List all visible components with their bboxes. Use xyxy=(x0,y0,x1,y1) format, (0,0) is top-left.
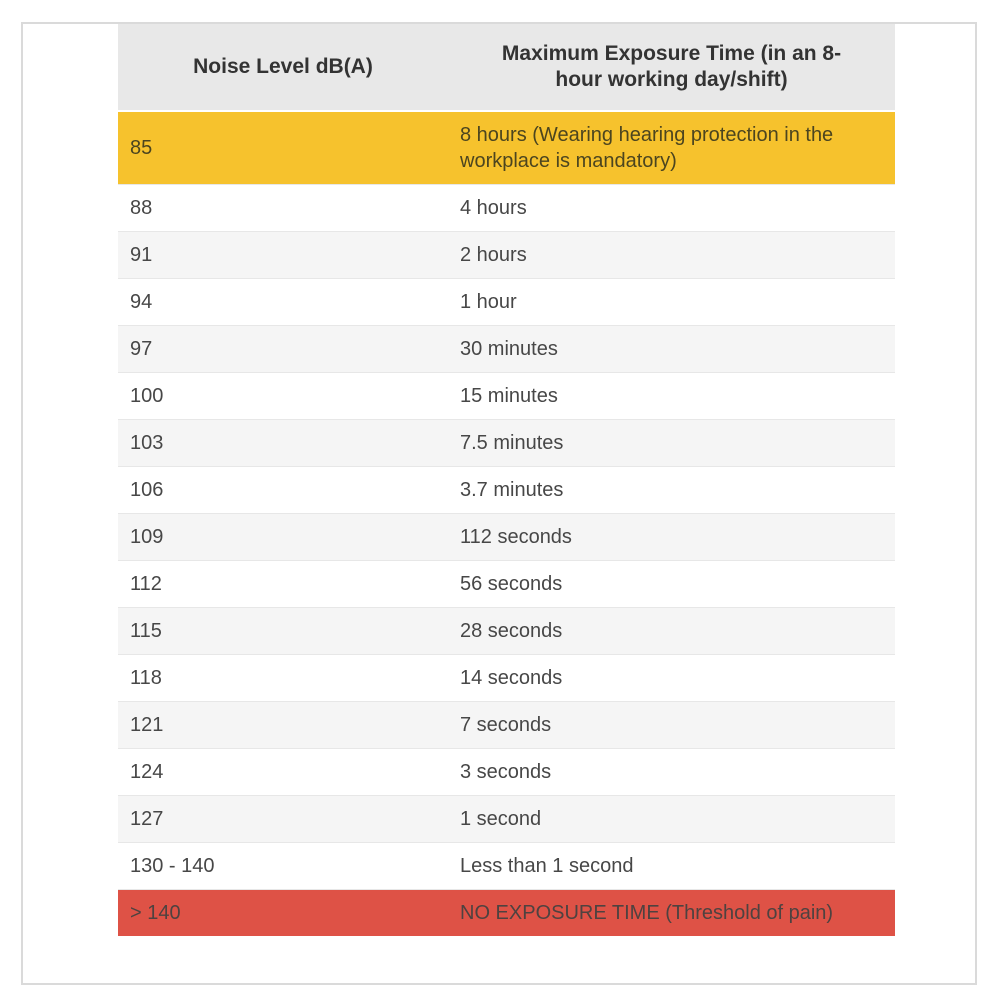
noise-level-cell xyxy=(118,326,448,373)
table-row xyxy=(118,279,895,326)
table-body xyxy=(118,111,895,936)
exposure-time-cell xyxy=(448,467,895,514)
noise-level-cell xyxy=(118,843,448,890)
exposure-time-cell xyxy=(448,420,895,467)
exposure-time-value: NO EXPOSURE TIME (Threshold of pain) xyxy=(460,902,834,924)
table-row xyxy=(118,702,895,749)
exposure-time-value: 8 hours (Wearing hearing protection in the workplace is mandatory) xyxy=(460,124,834,172)
noise-level-value: 109 xyxy=(130,526,164,548)
noise-level-cell xyxy=(118,890,448,937)
exposure-time-value: 56 seconds xyxy=(460,573,563,595)
column-header-noise-level xyxy=(118,24,448,111)
exposure-time-value: 1 second xyxy=(460,808,542,830)
table-row xyxy=(118,796,895,843)
noise-level-value: 85 xyxy=(130,137,153,159)
exposure-time-cell xyxy=(448,749,895,796)
noise-level-value: 121 xyxy=(130,714,164,736)
table-row xyxy=(118,111,895,185)
exposure-time-value: 30 minutes xyxy=(460,338,558,360)
exposure-time-cell xyxy=(448,232,895,279)
noise-level-cell xyxy=(118,279,448,326)
exposure-time-value: 28 seconds xyxy=(460,620,563,642)
noise-level-value: 130 - 140 xyxy=(130,855,215,877)
exposure-time-value: 7.5 minutes xyxy=(460,432,564,454)
noise-level-value: 91 xyxy=(130,244,153,266)
noise-level-cell xyxy=(118,185,448,232)
noise-level-value: 112 xyxy=(130,573,162,595)
table-row xyxy=(118,843,895,890)
noise-level-value: 115 xyxy=(130,620,162,642)
exposure-time-value: 2 hours xyxy=(460,244,527,266)
exposure-time-value: 4 hours xyxy=(460,197,527,219)
noise-exposure-table xyxy=(118,24,895,936)
table-row xyxy=(118,467,895,514)
exposure-time-cell xyxy=(448,796,895,843)
exposure-time-cell xyxy=(448,843,895,890)
exposure-time-cell xyxy=(448,111,895,185)
table-row xyxy=(118,561,895,608)
noise-level-value: 127 xyxy=(130,808,164,830)
exposure-time-cell xyxy=(448,655,895,702)
noise-level-cell xyxy=(118,608,448,655)
exposure-time-value: 3.7 minutes xyxy=(460,479,564,501)
table-row xyxy=(118,890,895,937)
exposure-time-value: Less than 1 second xyxy=(460,855,634,877)
exposure-time-value: 3 seconds xyxy=(460,761,552,783)
table-row xyxy=(118,749,895,796)
exposure-time-cell xyxy=(448,890,895,937)
exposure-time-value: 7 seconds xyxy=(460,714,552,736)
table-row xyxy=(118,608,895,655)
noise-level-cell xyxy=(118,232,448,279)
table-row xyxy=(118,185,895,232)
noise-level-cell xyxy=(118,373,448,420)
exposure-time-value: 14 seconds xyxy=(460,667,563,689)
exposure-time-cell xyxy=(448,185,895,232)
noise-level-value: 94 xyxy=(130,291,153,313)
noise-level-cell xyxy=(118,749,448,796)
exposure-time-cell xyxy=(448,326,895,373)
noise-level-value: 106 xyxy=(130,479,164,501)
exposure-time-cell xyxy=(448,279,895,326)
noise-level-cell xyxy=(118,111,448,185)
table-row xyxy=(118,420,895,467)
exposure-time-value: 1 hour xyxy=(460,291,517,313)
exposure-time-value: 112 seconds xyxy=(460,526,572,548)
noise-level-cell xyxy=(118,796,448,843)
table-row xyxy=(118,326,895,373)
noise-level-cell xyxy=(118,655,448,702)
column-header-noise-level-label: Noise Level dB(A) xyxy=(193,55,373,78)
noise-level-value: 88 xyxy=(130,197,153,219)
noise-level-cell xyxy=(118,514,448,561)
noise-level-cell xyxy=(118,467,448,514)
column-header-exposure-time xyxy=(448,24,895,111)
header-row xyxy=(118,24,895,111)
exposure-time-value: 15 minutes xyxy=(460,385,558,407)
noise-level-value: 124 xyxy=(130,761,164,783)
table-row xyxy=(118,373,895,420)
exposure-time-cell xyxy=(448,373,895,420)
noise-level-value: 103 xyxy=(130,432,164,454)
image-frame xyxy=(21,22,977,985)
exposure-time-cell xyxy=(448,608,895,655)
exposure-time-cell xyxy=(448,702,895,749)
noise-level-value: 97 xyxy=(130,338,153,360)
noise-level-value: 118 xyxy=(130,667,162,689)
exposure-time-cell xyxy=(448,561,895,608)
noise-level-value: > 140 xyxy=(130,902,181,924)
noise-level-cell xyxy=(118,561,448,608)
table-row xyxy=(118,232,895,279)
noise-level-cell xyxy=(118,420,448,467)
noise-level-cell xyxy=(118,702,448,749)
table-row xyxy=(118,514,895,561)
noise-level-value: 100 xyxy=(130,385,164,407)
exposure-time-cell xyxy=(448,514,895,561)
table-row xyxy=(118,655,895,702)
column-header-exposure-time-label: Maximum Exposure Time (in an 8-hour working day/shift) xyxy=(501,42,842,91)
